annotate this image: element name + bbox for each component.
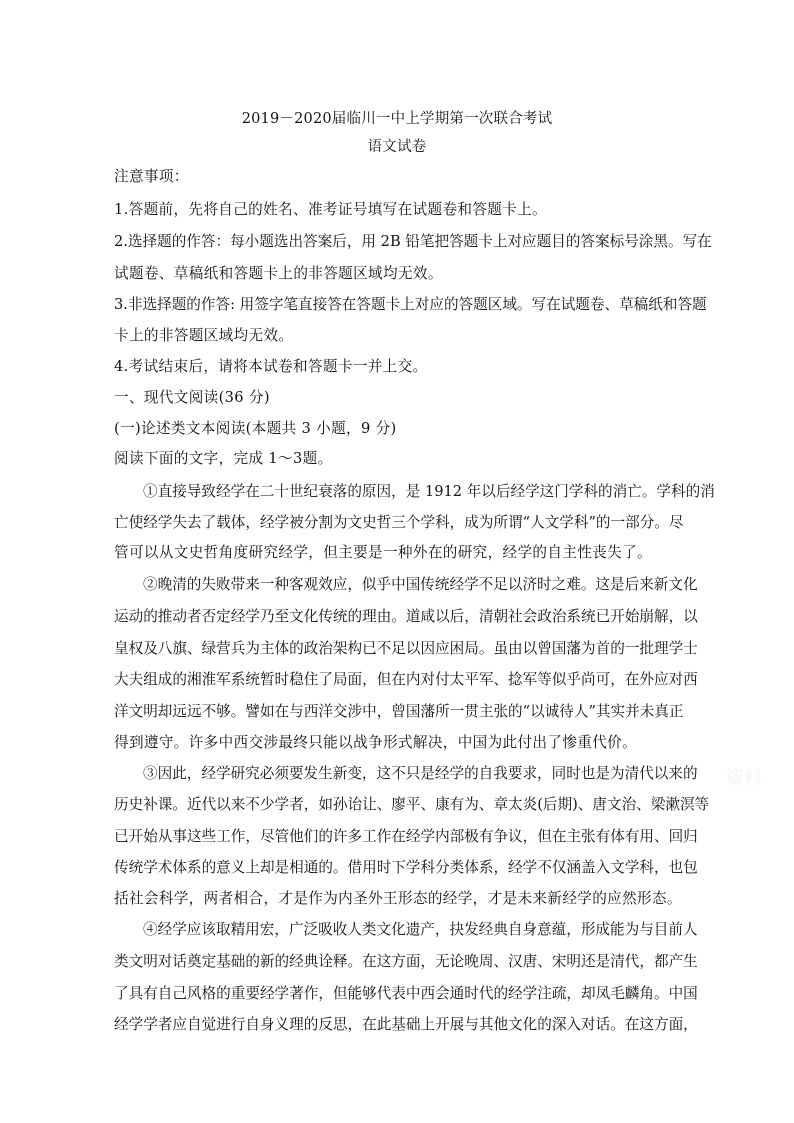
notice-line: 4.考试结束后，请将本试卷和答题卡一并上交。 <box>114 358 428 375</box>
passage-line: 运动的推动者否定经学乃至文化传统的理由。道咸以后，清朝社会政治系统已开始崩解，以 <box>114 608 698 625</box>
passage-line: ③因此，经学研究必须要发生新变，这不只是经学的自我要求，同时也是为清代以来的 <box>143 765 698 782</box>
notice-line: 3.非选择题的作答: 用签字笔直接答在答题卡上对应的答题区域。写在试题卷、草稿纸和答题 <box>114 296 707 313</box>
notice-line: 1.答题前，先将自己的姓名、准考证号填写在试题卷和答题卡上。 <box>114 201 548 218</box>
notice-line: 2.选择题的作答：每小题选出答案后，用 2B 铅笔把答题卡上对应题目的答案标号涂黑。写在 <box>114 233 712 250</box>
passage-line: ①直接导致经学在二十世纪衰落的原因，是 1912 年以后经学这门学科的消亡。学科的消 <box>143 483 715 500</box>
passage-line: 亡使经学失去了载体，经学被分割为文史哲三个学科，成为所谓“人文学科”的一部分。尽 <box>114 514 684 531</box>
exam-title: 2019－2020届临川一中上学期第一次联合考试 <box>241 111 553 127</box>
passage-line: 管可以从文史哲角度研究经学，但主要是一种外在的研究，经学的自主性丧失了。 <box>114 544 652 561</box>
passage-line: 洋文明却远远不够。譬如在与西洋交涉中，曾国藩所一贯主张的“以诚待人”其实并未真正 <box>114 703 684 720</box>
passage-line: 已开始从事这些工作，尽管他们的许多工作在经学内部极有争议，但在主张有体有用、回归 <box>114 828 698 845</box>
passage-line: 类文明对话奠定基础的新的经典诠释。在这方面，无论晚周、汉唐、宋明还是清代，都产生 <box>114 953 698 970</box>
section-heading: 一、现代文阅读(36 分) <box>114 389 270 406</box>
notice-line: 卡上的非答题区域均无效。 <box>114 327 294 344</box>
notice-line: 试题卷、草稿纸和答题卡上的非答题区域均无效。 <box>114 265 443 282</box>
passage-line: 皇权及八旗、绿营兵为主体的政治架构已不足以因应困局。虽由以曾国藩为首的一批理学士 <box>114 640 698 657</box>
passage-line: 括社会科学，两者相合，才是作为内圣外王形态的经学，才是未来新经学的应然形态。 <box>114 890 682 907</box>
passage-line: 得到遵守。许多中西交涉最终只能以战争形式解决，中国为此付出了惨重代价。 <box>114 734 638 751</box>
passage-line: ④经学应该取精用宏，广泛吸收人类文化遗产，抉发经典自身意蕴，形成能为与目前人 <box>143 921 698 938</box>
passage-line: 传统学术体系的意义上却是相通的。借用时下学科分类体系，经学不仅涵盖入文学科，也包 <box>114 859 698 876</box>
watermark: 资料 <box>726 768 762 789</box>
section-subheading: (一)论述类文本阅读(本题共 3 小题，9 分) <box>114 420 397 437</box>
passage-line: 了具有自己风格的重要经学著作，但能够代表中西会通时代的经学注疏，却凤毛麟角。中国 <box>114 985 698 1002</box>
passage-line: 经学学者应自觉进行自身义理的反思，在此基础上开展与其他文化的深入对话。在这方面， <box>114 1016 698 1033</box>
passage-line: ②晚清的失败带来一种客观效应，似乎中国传统经学不足以济时之难。这是后来新文化 <box>143 576 698 593</box>
passage-line: 大夫组成的湘淮军系统暂时稳住了局面，但在内对付太平军、捻军等似乎尚可，在外应对西 <box>114 671 698 688</box>
exam-subtitle: 语文试卷 <box>367 139 427 155</box>
section-instruction: 阅读下面的文字，完成 1～3题。 <box>114 450 333 467</box>
notice-heading: 注意事项： <box>114 168 189 185</box>
passage-line: 历史补课。近代以来不少学者，如孙诒让、廖平、康有为、章太炎(后期)、唐文治、梁漱溟等 <box>114 796 710 813</box>
